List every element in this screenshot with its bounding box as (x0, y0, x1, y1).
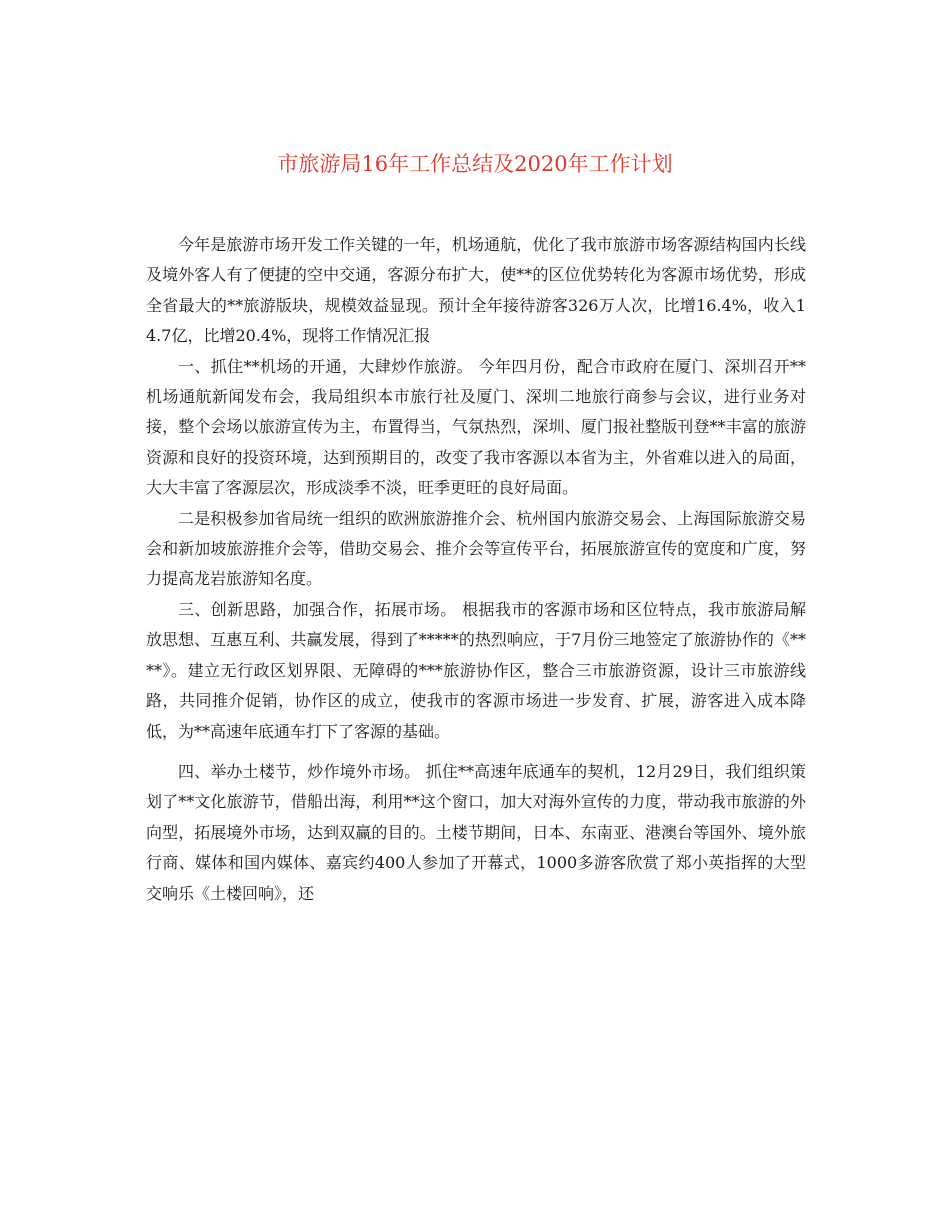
document-body (146, 230, 806, 909)
paragraph-section-3: 三、创新思路，加强合作，拓展市场。 根据我市的客源市场和区位特点，我市旅游局解放思想、互惠互利、共赢发展，得到了*****的热烈响应，于7月份三地签定了旅游协作的《****》。建立无行政区划界限、无障碍的***旅游协作区，整合三市旅游资源，设计三市旅游线路，共同推介促销，协作区的成立，使我市的客源市场进一步发育、扩展，游客进入成本降低，为**高速年底通车打下了客源的基础。 (146, 599, 806, 741)
paragraph-section-2: 二是积极参加省局统一组织的欧洲旅游推介会、杭州国内旅游交易会、上海国际旅游交易会和新加坡旅游推介会等，借助交易会、推介会等宣传平台，拓展旅游宣传的宽度和广度，努力提高龙岩旅游知名度。 (146, 508, 806, 589)
paragraph-section-4: 四、举办土楼节，炒作境外市场。 抓住**高速年底通车的契机，12月29日，我们组织策划了**文化旅游节，借船出海，利用**这个窗口，加大对海外宣传的力度，带动我市旅游的外向型，拓展境外市场，达到双赢的目的。土楼节期间，日本、东南亚、港澳台等国外、境外旅行商、媒体和国内媒体、嘉宾约400人参加了开幕式，1000多游客欣赏了郑小英指挥的大型交响乐《土楼回响》，还 (146, 761, 806, 903)
paragraph-intro: 今年是旅游市场开发工作关键的一年，机场通航，优化了我市旅游市场客源结构国内长线及境外客人有了便捷的空中交通，客源分布扩大，使**的区位优势转化为客源市场优势，形成全省最大的**旅游版块，规模效益显现。预计全年接待游客326万人次，比增16.4%，收入14.7亿，比增20.4%，现将工作情况汇报 (146, 235, 806, 346)
document-title: 市旅游局16年工作总结及2020年工作计划 (277, 152, 673, 176)
paragraph-section-1: 一、抓住**机场的开通，大肆炒作旅游。 今年四月份，配合市政府在厦门、深圳召开**机场通航新闻发布会，我局组织本市旅行社及厦门、深圳二地旅行商参与会议，进行业务对接，整个会场以旅游宣传为主，布置得当，气氛热烈，深圳、厦门报社整版刊登**丰富的旅游资源和良好的投资环境，达到预期目的，改变了我市客源以本省为主，外省难以进入的局面，大大丰富了客源层次，形成淡季不淡，旺季更旺的良好局面。 (146, 356, 806, 498)
